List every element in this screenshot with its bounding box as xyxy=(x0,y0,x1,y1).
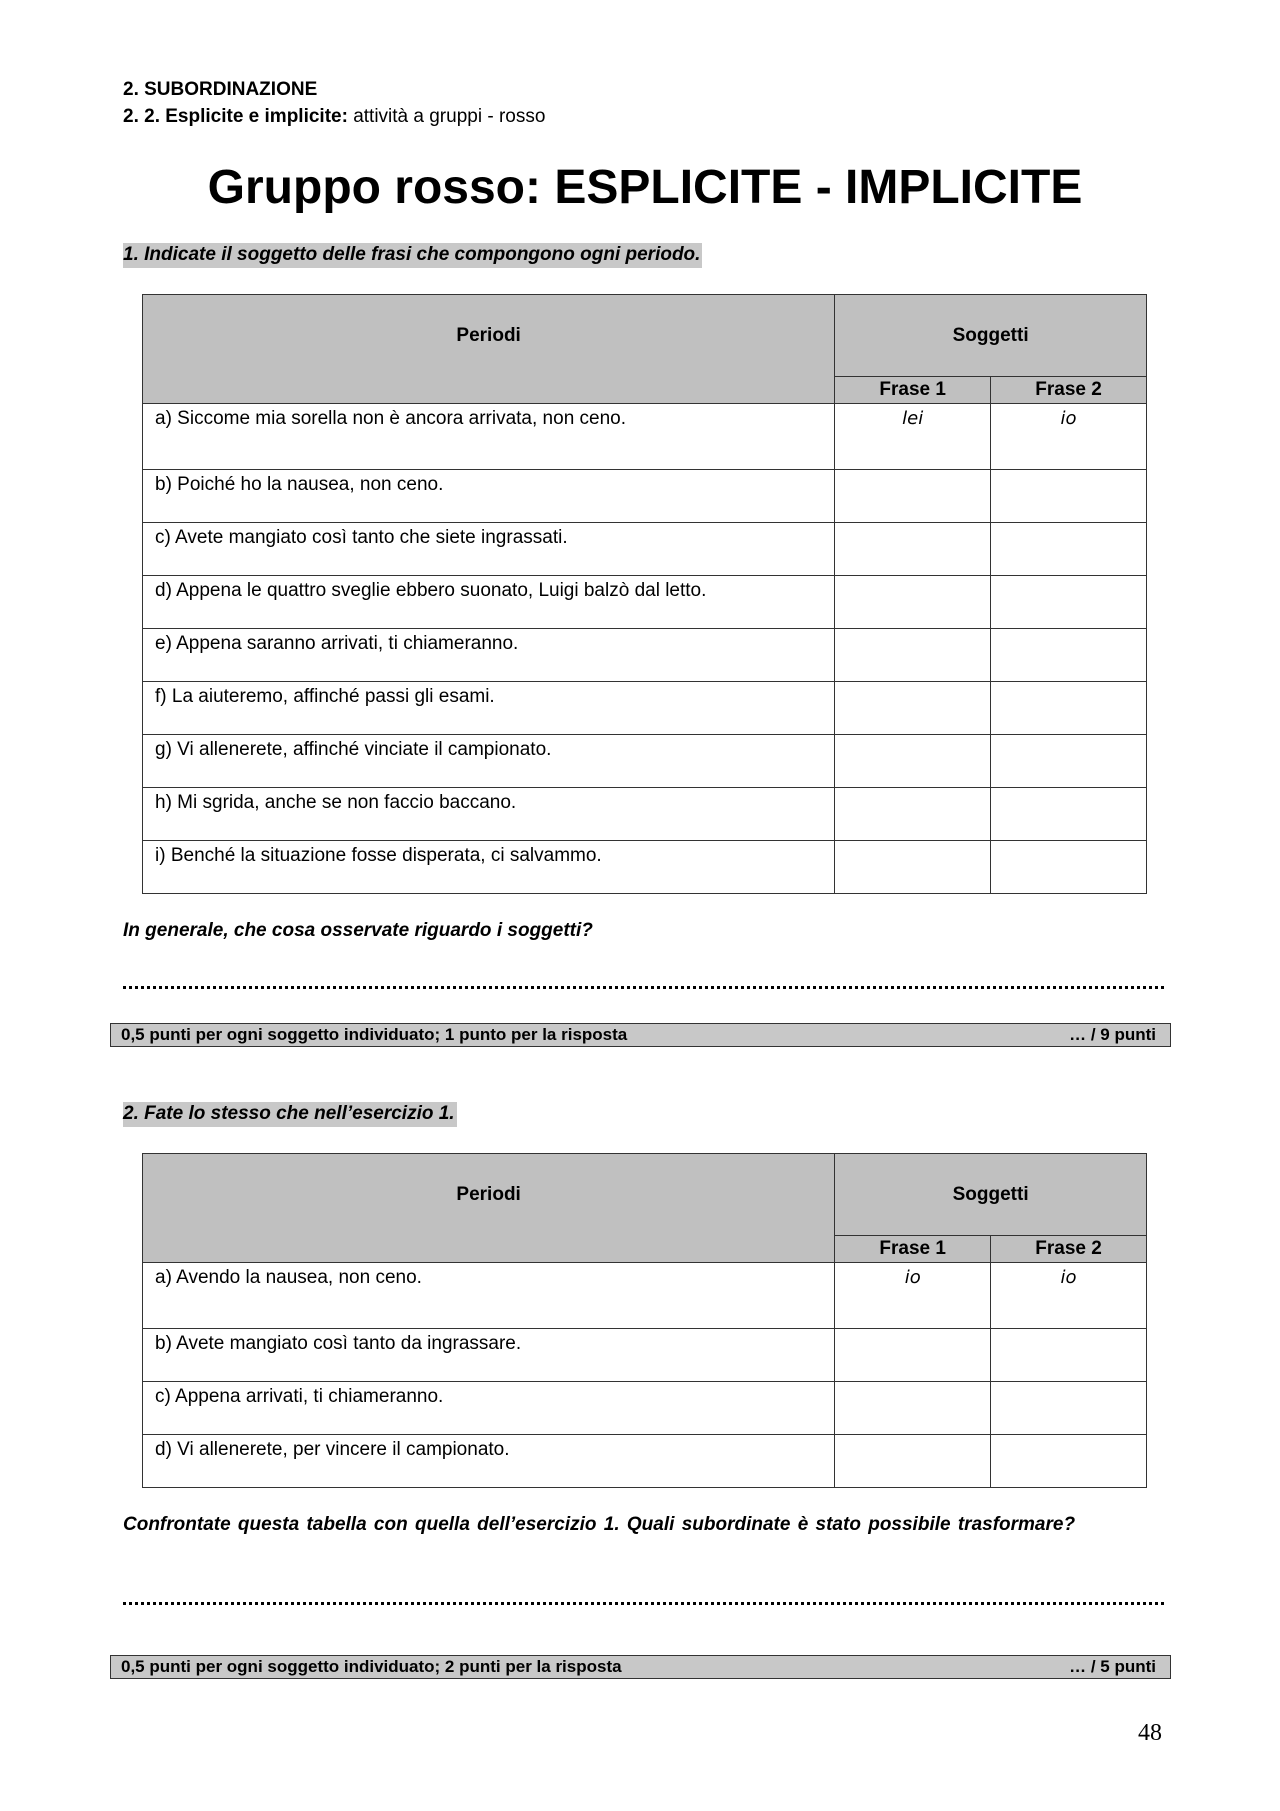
page-title: Gruppo rosso: ESPLICITE - IMPLICITE xyxy=(207,161,1083,214)
table-row xyxy=(143,841,1147,894)
exercise1-table xyxy=(142,294,1147,894)
frase2-answer-cell[interactable] xyxy=(991,523,1147,576)
frase1-answer-cell[interactable]: lei xyxy=(835,404,991,470)
frase1-answer-cell[interactable] xyxy=(835,523,991,576)
frase1-answer-cell[interactable] xyxy=(835,576,991,629)
exercise2-instruction: 2. Fate lo stesso che nell’esercizio 1. xyxy=(123,1102,457,1127)
frase2-answer-cell[interactable] xyxy=(991,841,1147,894)
frase2-answer-cell[interactable] xyxy=(991,470,1147,523)
table-row xyxy=(143,1329,1147,1382)
table-row xyxy=(143,576,1147,629)
periodo-cell: a) Avendo la nausea, non ceno. xyxy=(143,1263,835,1329)
col-frase2: Frase 2 xyxy=(991,1236,1147,1263)
table-row xyxy=(143,788,1147,841)
answer-line-1[interactable] xyxy=(123,986,1164,989)
frase2-answer-cell[interactable] xyxy=(991,629,1147,682)
frase1-answer-cell[interactable] xyxy=(835,629,991,682)
periodo-cell: b) Poiché ho la nausea, non ceno. xyxy=(143,470,835,523)
periodo-cell: f) La aiuteremo, affinché passi gli esami. xyxy=(143,682,835,735)
frase1-answer-cell[interactable]: io xyxy=(835,1263,991,1329)
frase2-answer-cell[interactable]: io xyxy=(991,404,1147,470)
col-soggetti: Soggetti xyxy=(835,1154,1147,1236)
table-row xyxy=(143,1382,1147,1435)
periodo-cell: e) Appena saranno arrivati, ti chiameranno. xyxy=(143,629,835,682)
frase2-answer-cell[interactable] xyxy=(991,788,1147,841)
frase2-answer-cell[interactable]: io xyxy=(991,1263,1147,1329)
frase2-answer-cell[interactable] xyxy=(991,1382,1147,1435)
frase1-answer-cell[interactable] xyxy=(835,470,991,523)
periodo-cell: h) Mi sgrida, anche se non faccio baccano. xyxy=(143,788,835,841)
periodo-cell: g) Vi allenerete, affinché vinciate il campionato. xyxy=(143,735,835,788)
table-row xyxy=(143,1435,1147,1488)
score-text: 0,5 punti per ogni soggetto individuato; 1 punto per la risposta xyxy=(121,1025,628,1044)
frase1-answer-cell[interactable] xyxy=(835,1329,991,1382)
frase2-answer-cell[interactable] xyxy=(991,735,1147,788)
table-row xyxy=(143,523,1147,576)
table-row xyxy=(143,682,1147,735)
table-row xyxy=(143,629,1147,682)
subsection-heading xyxy=(123,106,545,128)
frase2-answer-cell[interactable] xyxy=(991,1435,1147,1488)
exercise1-question: In generale, che cosa osservate riguardo i soggetti? xyxy=(123,920,593,941)
exercise1-score-box xyxy=(110,1023,1171,1047)
frase2-answer-cell[interactable] xyxy=(991,682,1147,735)
periodo-cell: c) Avete mangiato così tanto che siete ingrassati. xyxy=(143,523,835,576)
score-value: … / 5 punti xyxy=(1069,1657,1156,1676)
answer-line-2[interactable] xyxy=(123,1602,1164,1605)
col-frase1: Frase 1 xyxy=(835,377,991,404)
exercise2-score-box xyxy=(110,1655,1171,1679)
frase1-answer-cell[interactable] xyxy=(835,735,991,788)
page-number: 48 xyxy=(1138,1720,1162,1746)
frase1-answer-cell[interactable] xyxy=(835,788,991,841)
col-periodi: Periodi xyxy=(143,295,835,404)
table-row xyxy=(143,1263,1147,1329)
exercise2-question: Confrontate questa tabella con quella dell’esercizio 1. Quali subordinate è stato possibile trasformare? xyxy=(123,1514,1076,1535)
section-heading: 2. SUBORDINAZIONE xyxy=(123,79,318,100)
frase1-answer-cell[interactable] xyxy=(835,1435,991,1488)
periodo-cell: a) Siccome mia sorella non è ancora arrivata, non ceno. xyxy=(143,404,835,470)
col-frase1: Frase 1 xyxy=(835,1236,991,1263)
periodo-cell: i) Benché la situazione fosse disperata, ci salvammo. xyxy=(143,841,835,894)
subsection-bold: 2. 2. Esplicite e implicite: xyxy=(123,106,348,127)
table-row xyxy=(143,404,1147,470)
exercise2-table xyxy=(142,1153,1147,1488)
table-row xyxy=(143,735,1147,788)
frase1-answer-cell[interactable] xyxy=(835,841,991,894)
table-row xyxy=(143,470,1147,523)
col-frase2: Frase 2 xyxy=(991,377,1147,404)
periodo-cell: c) Appena arrivati, ti chiameranno. xyxy=(143,1382,835,1435)
periodo-cell: b) Avete mangiato così tanto da ingrassare. xyxy=(143,1329,835,1382)
frase2-answer-cell[interactable] xyxy=(991,1329,1147,1382)
exercise1-instruction: 1. Indicate il soggetto delle frasi che compongono ogni periodo. xyxy=(123,243,702,268)
col-periodi: Periodi xyxy=(143,1154,835,1263)
col-soggetti: Soggetti xyxy=(835,295,1147,377)
frase2-answer-cell[interactable] xyxy=(991,576,1147,629)
frase1-answer-cell[interactable] xyxy=(835,682,991,735)
score-text: 0,5 punti per ogni soggetto individuato; 2 punti per la risposta xyxy=(121,1657,622,1676)
subsection-rest: attività a gruppi - rosso xyxy=(347,106,546,127)
periodo-cell: d) Appena le quattro sveglie ebbero suonato, Luigi balzò dal letto. xyxy=(143,576,835,629)
score-value: … / 9 punti xyxy=(1069,1025,1156,1044)
frase1-answer-cell[interactable] xyxy=(835,1382,991,1435)
periodo-cell: d) Vi allenerete, per vincere il campionato. xyxy=(143,1435,835,1488)
